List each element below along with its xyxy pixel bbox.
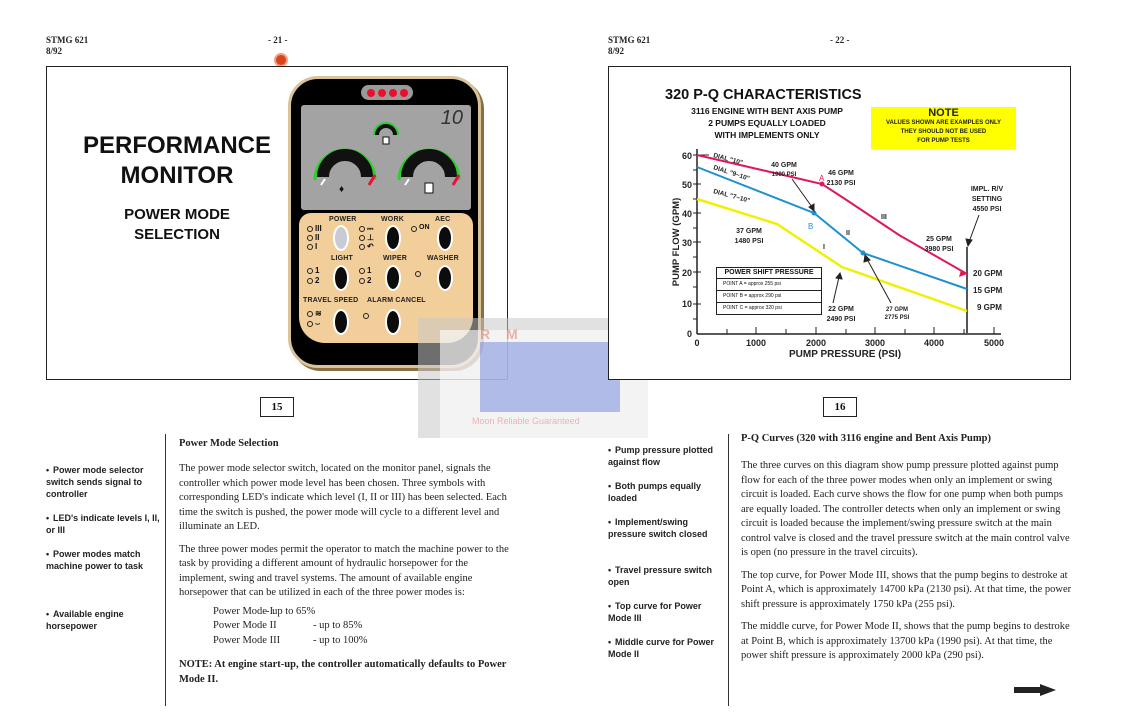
svg-text:1480 PSI: 1480 PSI	[734, 238, 764, 245]
warning-led	[389, 89, 397, 97]
section-title: P-Q Curves (320 with 3116 engine and Bent Axis Pump)	[741, 433, 991, 444]
label-work: WORK	[381, 216, 404, 223]
label-power: POWER	[329, 216, 357, 223]
work-mode-hammer-icon: ↶	[367, 242, 374, 251]
svg-text:20: 20	[681, 268, 692, 278]
column-divider	[165, 434, 166, 706]
paragraph: The top curve, for Power Mode III, shows that the pump begins to destroke at Point A, which is approximately 14700 kPa (2130 psi). At that time, the power shift pressure is approximately 1750 kPa (255 psi).	[741, 569, 1072, 610]
pq-chart	[609, 67, 1072, 381]
rabbit-icon: ≋	[315, 309, 322, 318]
table-row: POINT B = approx 290 psi	[717, 291, 821, 303]
lcd-value: 10	[440, 107, 463, 129]
svg-text:5000: 5000	[983, 338, 1005, 348]
sidebar-note: • LED's indicate levels I, II, or III	[46, 513, 160, 535]
lcd-display	[301, 105, 471, 210]
svg-text:IMPL. R/V: IMPL. R/V	[970, 186, 1004, 193]
light-level-2: 2	[315, 276, 320, 285]
svg-text:50: 50	[681, 180, 692, 190]
power-mode-item: Power Mode I - up to 65%	[213, 605, 316, 617]
sidebar-note: • Power mode selector switch sends signal to controller	[46, 465, 144, 499]
washer-button[interactable]	[437, 265, 453, 291]
gauges	[301, 105, 471, 210]
body-text	[179, 462, 511, 695]
label-light: LIGHT	[331, 255, 353, 262]
alarm-led	[363, 313, 369, 319]
label-aec: AEC	[435, 216, 451, 223]
aec-on-label: ON	[419, 224, 430, 231]
table-row: POINT A = approx 255 psi	[717, 279, 821, 291]
paragraph: The three power modes permit the operator to match the machine power to the task by providing a different amount of hydraulic horsepower for the implement, swing and travel systems. The amount of available engine horsepower that can be utilized in each of the three power modes is:	[179, 543, 509, 598]
power-modes-list	[213, 605, 511, 649]
alarm-cancel-button[interactable]	[385, 309, 401, 335]
coolant-temp-gauge-icon	[315, 150, 375, 195]
watermark-tagline: Moon Reliable Guaranteed	[472, 416, 580, 426]
svg-text:4000: 4000	[923, 338, 945, 348]
slide-number: 15	[260, 397, 294, 417]
work-mode-button[interactable]	[385, 225, 401, 251]
doc-date: 8/92	[46, 46, 63, 56]
page-number: - 22 -	[830, 35, 850, 45]
x-axis-label: PUMP PRESSURE (PSI)	[788, 349, 902, 360]
svg-text:15 GPM: 15 GPM	[973, 286, 1003, 295]
power-led-2	[307, 235, 313, 241]
doc-id: STMG 621	[608, 35, 651, 45]
sidebar-note: • Available engine horsepower	[46, 609, 124, 631]
aec-led	[411, 226, 417, 232]
doc-date: 8/92	[608, 46, 625, 56]
chart-subtitle: 3116 ENGINE WITH BENT AXIS PUMP 2 PUMPS EQUALLY LOADED WITH IMPLEMENTS ONLY	[691, 106, 843, 140]
work-mode-dig-icon: ⎓	[367, 224, 374, 233]
watermark-brand: R M	[480, 326, 524, 342]
doc-id: STMG 621	[46, 35, 89, 45]
sidebar-note: • Both pumps equally loaded	[608, 481, 702, 503]
table-row: POINT C = approx 320 psi	[723, 305, 782, 311]
label-washer: WASHER	[427, 255, 459, 262]
chart-title: 320 P-Q CHARACTERISTICS	[665, 87, 862, 103]
light-level-1: 1	[315, 266, 320, 275]
svg-text:III: III	[881, 214, 887, 221]
power-mode-button[interactable]	[333, 225, 349, 251]
wiper-level-1: 1	[367, 266, 372, 275]
slide-title	[67, 131, 287, 191]
aec-button[interactable]	[437, 225, 453, 251]
svg-text:4550 PSI: 4550 PSI	[972, 206, 1002, 213]
svg-text:10: 10	[681, 299, 692, 309]
label-alarm-cancel: ALARM CANCEL	[367, 297, 426, 304]
svg-text:9 GPM: 9 GPM	[977, 303, 1002, 312]
fuel-gauge-icon	[374, 123, 398, 144]
power-mode-item: Power Mode III - up to 100%	[213, 634, 368, 646]
power-led-1	[307, 244, 313, 250]
wiper-led-2	[359, 278, 365, 284]
work-led-2	[359, 235, 365, 241]
svg-text:20 GPM: 20 GPM	[973, 269, 1003, 278]
paragraph: The three curves on this diagram show pump pressure plotted against pump flow for each of the three power modes when only an implement or swing circuit is loaded. Each curve shows the flow for one pump when both pumps are equally loaded. The controller detects when only an implement or swing circuit is loaded because the implement/swing pressure switch at the main control valve is closed and the travel pressure switch at the main control valve is open (no pressure in the travel circuits).	[741, 460, 1070, 558]
note: NOTE: At engine start-up, the controller automatically defaults to Power Mode II.	[179, 659, 507, 685]
body-text	[741, 459, 1073, 672]
light-led-1	[307, 268, 313, 274]
section-title: Power Mode Selection	[179, 438, 279, 449]
light-led-2	[307, 278, 313, 284]
slide-subtitle	[87, 205, 267, 245]
watermark-logo-icon	[480, 342, 620, 412]
y-axis-label: PUMP FLOW (GPM)	[671, 197, 682, 287]
subtitle-line: SELECTION	[134, 226, 220, 243]
svg-text:B: B	[808, 222, 814, 231]
page-number: - 21 -	[268, 35, 288, 45]
svg-text:25 GPM: 25 GPM	[926, 236, 952, 243]
svg-text:3000: 3000	[864, 338, 886, 348]
sidebar-note: • Implement/swing pressure switch closed	[608, 517, 708, 539]
title-line: PERFORMANCE	[82, 132, 271, 159]
paragraph: The power mode selector switch, located on the monitor panel, signals the controller which power mode level has been chosen. Three symbols with corresponding LED's indicate which level (I, II or III) has been selected. Each time the switch is pushed, the power mode will cycle to a different level and illuminate an LED.	[179, 463, 507, 532]
svg-text:27 GPM: 27 GPM	[885, 307, 909, 313]
power-level-1: I	[315, 242, 318, 251]
turtle-icon: ⌣	[315, 319, 321, 328]
subtitle-line: POWER MODE	[124, 206, 230, 223]
work-led-3	[359, 244, 365, 250]
wiper-led-1	[359, 268, 365, 274]
power-led-3	[307, 226, 313, 232]
hydraulic-oil-temp-gauge-icon	[399, 150, 459, 193]
column-divider	[728, 434, 729, 706]
power-level-2: II	[315, 233, 320, 242]
work-led-1	[359, 226, 365, 232]
sidebar-note: • Top curve for Power Mode III	[608, 601, 702, 623]
warning-led	[367, 89, 375, 97]
label-travel-speed: TRAVEL SPEED	[303, 297, 359, 304]
svg-text:I: I	[823, 244, 825, 251]
svg-text:A: A	[819, 174, 825, 183]
work-mode-lift-icon: ⊥	[367, 233, 374, 242]
right-page-header	[608, 35, 650, 57]
svg-text:DIAL "10": DIAL "10"	[712, 152, 744, 167]
svg-text:2130 PSI: 2130 PSI	[826, 180, 856, 187]
svg-text:46 GPM: 46 GPM	[828, 170, 854, 177]
slide-number: 16	[823, 397, 857, 417]
svg-text:SETTING: SETTING	[971, 196, 1003, 203]
svg-text:60: 60	[681, 151, 692, 161]
svg-text:♦: ♦	[339, 184, 345, 195]
svg-text:II: II	[846, 230, 850, 237]
svg-text:0: 0	[694, 338, 700, 348]
power-level-3: III	[315, 224, 322, 233]
wiper-level-2: 2	[367, 276, 372, 285]
svg-text:2775 PSI: 2775 PSI	[884, 315, 910, 321]
power-shift-table	[716, 267, 822, 315]
svg-text:0: 0	[686, 329, 692, 339]
warning-led	[400, 89, 408, 97]
travel-led-slow	[307, 321, 313, 327]
slide-pq-characteristics	[608, 66, 1071, 380]
light-button[interactable]	[333, 265, 349, 291]
sidebar-note: • Travel pressure switch open	[608, 565, 713, 587]
left-page-header	[46, 35, 88, 57]
paragraph: The middle curve, for Power Mode II, shows that the pump begins to destroke at Point B, which is approximately 13700 kPa (1990 psi). At that time, the power shift pressure is approximately 2000 kPa (290 psi).	[741, 621, 1070, 661]
sidebar-note: • Pump pressure plotted against flow	[608, 445, 714, 467]
travel-led-fast	[307, 311, 313, 317]
svg-text:DIAL "9~10": DIAL "9~10"	[712, 164, 751, 183]
svg-text:2490 PSI: 2490 PSI	[826, 316, 856, 323]
svg-text:30: 30	[681, 238, 692, 248]
travel-speed-button[interactable]	[333, 309, 349, 335]
sidebar-note: • Power modes match machine power to task	[46, 549, 144, 571]
svg-text:40: 40	[681, 209, 692, 219]
svg-text:3980 PSI: 3980 PSI	[924, 246, 954, 253]
washer-led	[415, 271, 421, 277]
title-line: MONITOR	[120, 162, 234, 189]
warning-led-bar	[361, 85, 413, 100]
svg-text:22 GPM: 22 GPM	[828, 306, 854, 313]
sidebar-note: • Middle curve for Power Mode II	[608, 637, 715, 659]
warning-led	[378, 89, 386, 97]
next-page-arrow-icon[interactable]	[1014, 684, 1056, 696]
table-header: POWER SHIFT PRESSURE	[717, 268, 821, 279]
label-wiper: WIPER	[383, 255, 407, 262]
svg-text:DIAL "7~10": DIAL "7~10"	[712, 188, 751, 205]
svg-text:37 GPM: 37 GPM	[736, 228, 762, 235]
record-icon	[274, 53, 288, 67]
svg-text:1000: 1000	[745, 338, 767, 348]
svg-text:2000: 2000	[805, 338, 827, 348]
svg-text:40 GPM: 40 GPM	[771, 162, 797, 169]
note-heading: NOTE	[928, 107, 959, 119]
power-mode-item: Power Mode II - up to 85%	[213, 620, 363, 631]
wiper-button[interactable]	[385, 265, 401, 291]
svg-text:1990 PSI: 1990 PSI	[771, 172, 797, 178]
note-box: NOTE VALUES SHOWN ARE EXAMPLES ONLY THEY SHOULD NOT BE USED FOR PUMP TESTS	[871, 107, 1016, 149]
